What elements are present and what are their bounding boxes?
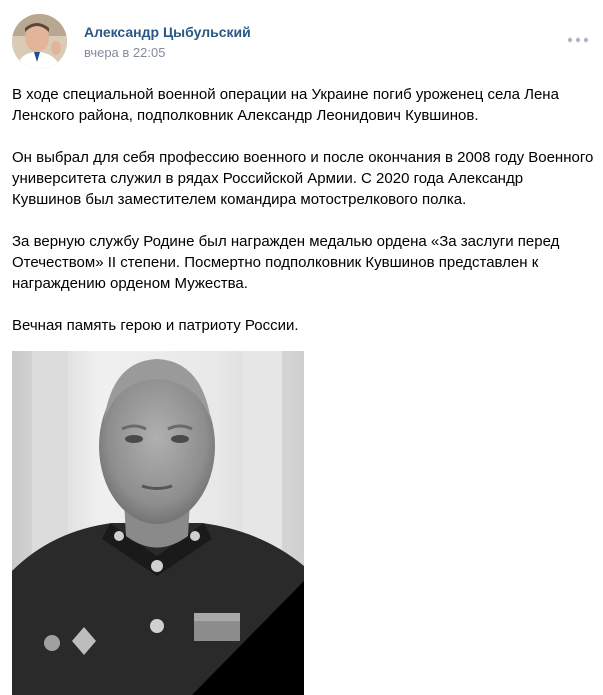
post-paragraph: Он выбрал для себя профессию военного и после окончания в 2008 году Военного университета служил в рядах Российской Армии. С 2020 года Александр Кувшинов был заместителем командира мотострелкового полка.: [12, 149, 594, 208]
author-name[interactable]: Александр Цыбульский: [84, 24, 251, 40]
post-paragraph: За верную службу Родине был награжден медалью ордена «За заслуги перед Отечеством» II степени. Посмертно подполковник Кувшинов представлен к награждению орденом Мужества.: [12, 233, 560, 292]
more-horizontal-icon[interactable]: [567, 32, 589, 42]
portrait-image: [12, 351, 304, 695]
post-paragraph: Вечная память герою и патриоту России.: [12, 317, 299, 334]
post-timestamp[interactable]: вчера в 22:05: [84, 45, 166, 60]
author-avatar[interactable]: [12, 14, 67, 69]
post-text: [12, 84, 594, 357]
post-paragraph: В ходе специальной военной операции на Украине погиб уроженец села Лена Ленского района, подполковник Александр Леонидович Кувшинов.: [12, 86, 559, 124]
post-photo[interactable]: [12, 351, 304, 695]
avatar-image: [12, 14, 67, 69]
